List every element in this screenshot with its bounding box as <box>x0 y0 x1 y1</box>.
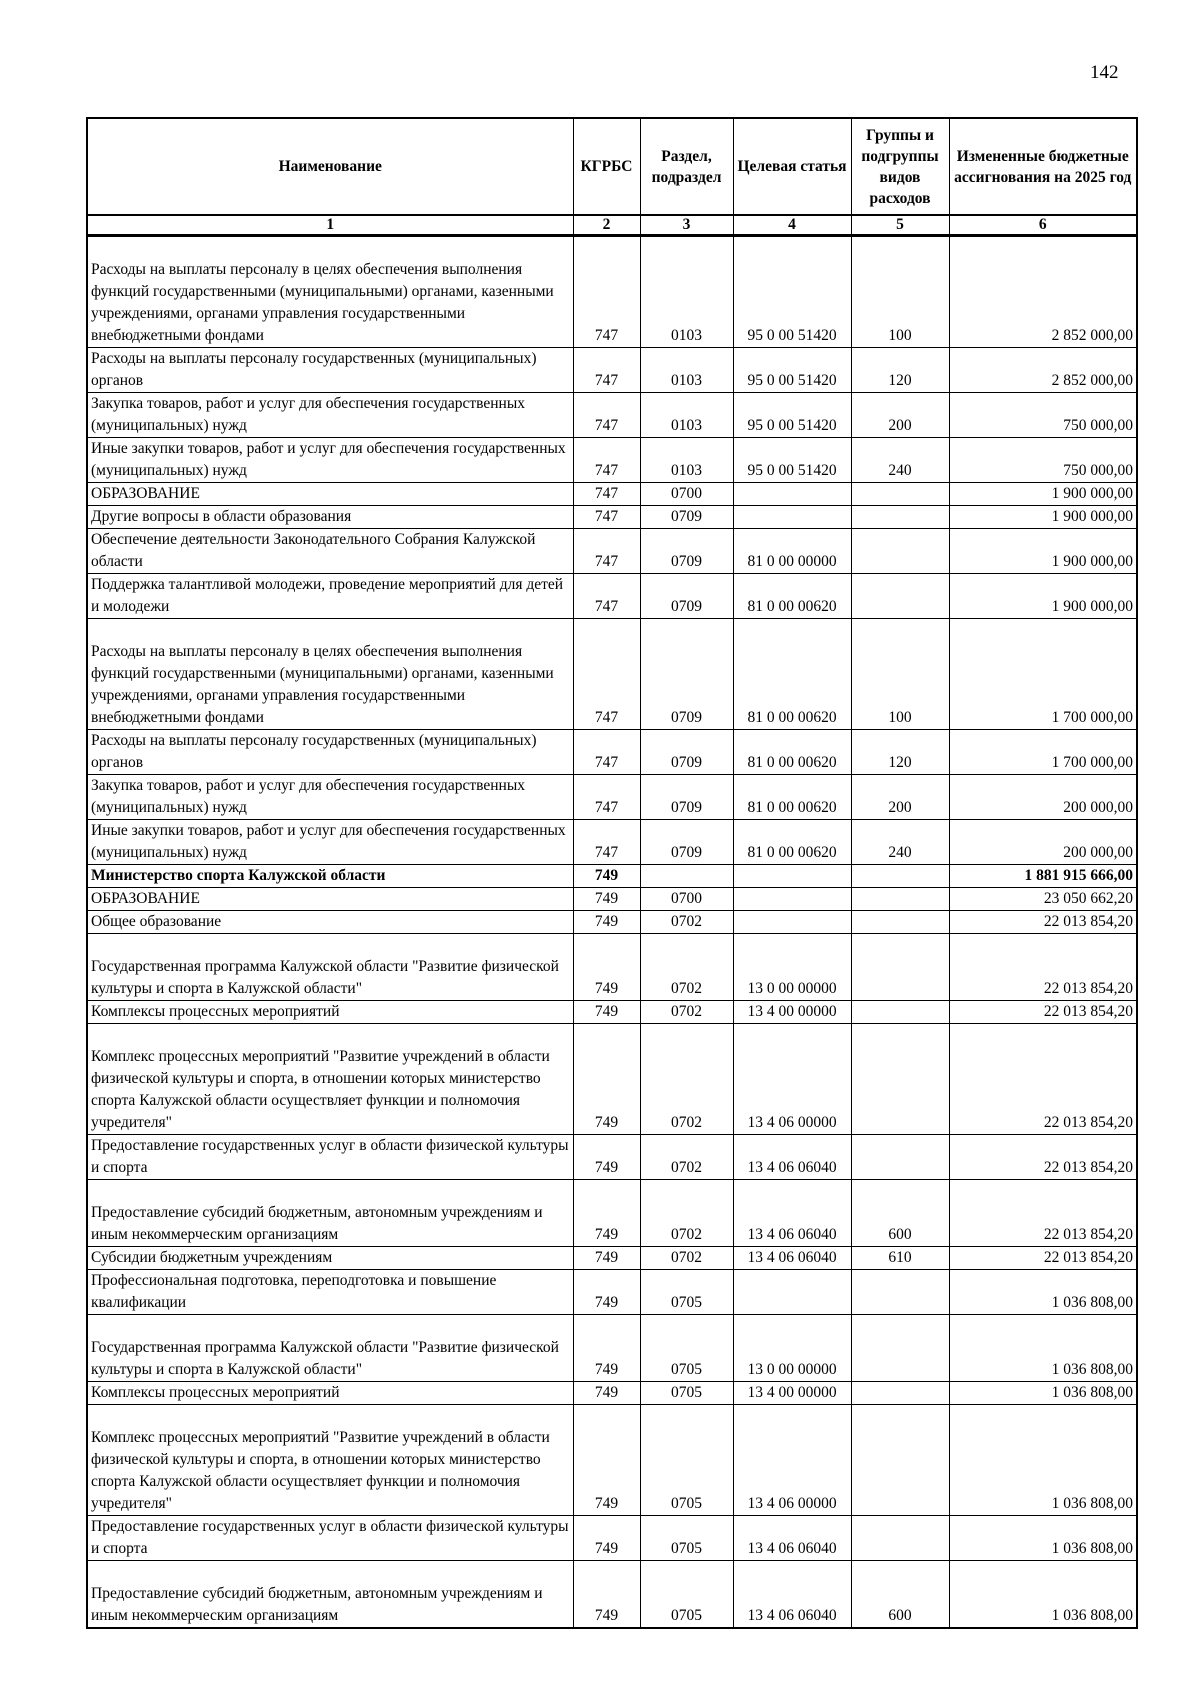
row-expense-group: 120 <box>851 730 949 775</box>
row-target-article <box>733 865 851 888</box>
row-name: Поддержка талантливой молодежи, проведение мероприятий для детей и молодежи <box>87 574 573 619</box>
row-kgrbs: 747 <box>573 574 640 619</box>
row-expense-group <box>851 1516 949 1561</box>
table-row <box>87 775 1137 820</box>
row-expense-group <box>851 888 949 911</box>
row-name: Комплекс процессных мероприятий "Развитие учреждений в области физической культуры и спорта, в отношении которых министерство спорта Калужской области осуществляет функции и полномочия учредителя" <box>87 1024 573 1135</box>
row-section: 0709 <box>640 574 733 619</box>
row-expense-group <box>851 1270 949 1315</box>
table-row <box>87 1024 1137 1135</box>
table-row <box>87 934 1137 1001</box>
row-target-article: 13 4 06 06040 <box>733 1561 851 1629</box>
table-row <box>87 574 1137 619</box>
row-section: 0705 <box>640 1270 733 1315</box>
row-name: Субсидии бюджетным учреждениям <box>87 1247 573 1270</box>
column-number: 1 <box>87 215 573 236</box>
row-kgrbs: 749 <box>573 1024 640 1135</box>
row-section: 0103 <box>640 438 733 483</box>
row-target-article: 13 4 00 00000 <box>733 1382 851 1405</box>
row-section: 0103 <box>640 393 733 438</box>
row-expense-group <box>851 529 949 574</box>
table-row <box>87 529 1137 574</box>
table-row <box>87 1135 1137 1180</box>
row-kgrbs: 747 <box>573 393 640 438</box>
table-row <box>87 348 1137 393</box>
row-name: Расходы на выплаты персоналу в целях обеспечения выполнения функций государственными (муниципальными) органами, казенными учреждениями, органами управления государственными внебюджетными фондами <box>87 236 573 348</box>
table-row <box>87 1382 1137 1405</box>
row-expense-group <box>851 1024 949 1135</box>
row-amount: 2 852 000,00 <box>949 348 1137 393</box>
row-kgrbs: 749 <box>573 1516 640 1561</box>
row-section: 0709 <box>640 820 733 865</box>
table-row <box>87 1270 1137 1315</box>
row-amount: 1 036 808,00 <box>949 1270 1137 1315</box>
row-expense-group <box>851 1405 949 1516</box>
row-expense-group: 610 <box>851 1247 949 1270</box>
row-target-article: 13 4 06 06040 <box>733 1135 851 1180</box>
row-expense-group: 240 <box>851 820 949 865</box>
row-amount: 22 013 854,20 <box>949 1180 1137 1247</box>
row-section: 0705 <box>640 1405 733 1516</box>
row-expense-group: 200 <box>851 775 949 820</box>
column-number-row <box>87 215 1137 236</box>
row-amount: 200 000,00 <box>949 775 1137 820</box>
row-target-article: 13 4 06 06040 <box>733 1180 851 1247</box>
table-row <box>87 888 1137 911</box>
row-kgrbs: 749 <box>573 888 640 911</box>
row-section: 0709 <box>640 506 733 529</box>
row-name: Комплексы процессных мероприятий <box>87 1382 573 1405</box>
row-section: 0702 <box>640 1180 733 1247</box>
row-name: ОБРАЗОВАНИЕ <box>87 483 573 506</box>
column-number: 3 <box>640 215 733 236</box>
row-target-article <box>733 506 851 529</box>
row-name: Закупка товаров, работ и услуг для обеспечения государственных (муниципальных) нужд <box>87 775 573 820</box>
table-row <box>87 865 1137 888</box>
table-row <box>87 236 1137 348</box>
row-expense-group <box>851 1001 949 1024</box>
row-section: 0702 <box>640 911 733 934</box>
row-amount: 22 013 854,20 <box>949 1247 1137 1270</box>
row-target-article <box>733 1270 851 1315</box>
row-kgrbs: 749 <box>573 1247 640 1270</box>
row-amount: 22 013 854,20 <box>949 1024 1137 1135</box>
row-name: Предоставление субсидий бюджетным, автономным учреждениям и иным некоммерческим организациям <box>87 1561 573 1629</box>
row-name: Комплекс процессных мероприятий "Развитие учреждений в области физической культуры и спорта, в отношении которых министерство спорта Калужской области осуществляет функции и полномочия учредителя" <box>87 1405 573 1516</box>
row-amount: 1 700 000,00 <box>949 730 1137 775</box>
row-name: Расходы на выплаты персоналу государственных (муниципальных) органов <box>87 348 573 393</box>
row-name: Предоставление государственных услуг в области физической культуры и спорта <box>87 1516 573 1561</box>
row-amount: 22 013 854,20 <box>949 1001 1137 1024</box>
table-row <box>87 1180 1137 1247</box>
row-target-article: 13 4 06 00000 <box>733 1405 851 1516</box>
row-section: 0702 <box>640 1135 733 1180</box>
row-amount: 1 900 000,00 <box>949 529 1137 574</box>
header-kgrbs: КГРБС <box>573 118 640 215</box>
row-name: Предоставление государственных услуг в области физической культуры и спорта <box>87 1135 573 1180</box>
row-amount: 1 036 808,00 <box>949 1516 1137 1561</box>
row-expense-group: 120 <box>851 348 949 393</box>
table-row <box>87 619 1137 730</box>
row-expense-group <box>851 934 949 1001</box>
row-kgrbs: 749 <box>573 1382 640 1405</box>
column-number: 5 <box>851 215 949 236</box>
row-kgrbs: 749 <box>573 865 640 888</box>
row-amount: 750 000,00 <box>949 393 1137 438</box>
table-row <box>87 506 1137 529</box>
row-kgrbs: 749 <box>573 911 640 934</box>
row-target-article: 81 0 00 00000 <box>733 529 851 574</box>
row-section: 0705 <box>640 1382 733 1405</box>
row-target-article <box>733 911 851 934</box>
row-kgrbs: 747 <box>573 348 640 393</box>
header-row <box>87 118 1137 215</box>
row-target-article: 81 0 00 00620 <box>733 820 851 865</box>
row-target-article: 95 0 00 51420 <box>733 438 851 483</box>
row-target-article: 13 4 06 00000 <box>733 1024 851 1135</box>
row-section: 0702 <box>640 1024 733 1135</box>
row-name: Профессиональная подготовка, переподготовка и повышение квалификации <box>87 1270 573 1315</box>
row-expense-group <box>851 1315 949 1382</box>
row-name: ОБРАЗОВАНИЕ <box>87 888 573 911</box>
row-expense-group: 600 <box>851 1561 949 1629</box>
row-name: Расходы на выплаты персоналу в целях обеспечения выполнения функций государственными (муниципальными) органами, казенными учреждениями, органами управления государственными внебюджетными фондами <box>87 619 573 730</box>
row-expense-group <box>851 574 949 619</box>
row-target-article: 95 0 00 51420 <box>733 393 851 438</box>
row-kgrbs: 749 <box>573 1561 640 1629</box>
row-amount: 22 013 854,20 <box>949 1135 1137 1180</box>
row-section: 0705 <box>640 1315 733 1382</box>
row-amount: 200 000,00 <box>949 820 1137 865</box>
row-name: Государственная программа Калужской области "Развитие физической культуры и спорта в Калужской области" <box>87 934 573 1001</box>
row-name: Закупка товаров, работ и услуг для обеспечения государственных (муниципальных) нужд <box>87 393 573 438</box>
header-target: Целевая статья <box>733 118 851 215</box>
row-section: 0702 <box>640 1247 733 1270</box>
row-amount: 1 036 808,00 <box>949 1405 1137 1516</box>
row-amount: 1 900 000,00 <box>949 574 1137 619</box>
row-target-article: 95 0 00 51420 <box>733 348 851 393</box>
row-amount: 23 050 662,20 <box>949 888 1137 911</box>
row-name: Расходы на выплаты персоналу государственных (муниципальных) органов <box>87 730 573 775</box>
row-name: Иные закупки товаров, работ и услуг для обеспечения государственных (муниципальных) нужд <box>87 820 573 865</box>
row-kgrbs: 749 <box>573 1001 640 1024</box>
row-expense-group: 200 <box>851 393 949 438</box>
table-row <box>87 1561 1137 1629</box>
table-row <box>87 911 1137 934</box>
row-amount: 1 036 808,00 <box>949 1382 1137 1405</box>
row-kgrbs: 749 <box>573 934 640 1001</box>
row-section <box>640 865 733 888</box>
row-kgrbs: 747 <box>573 619 640 730</box>
row-expense-group <box>851 506 949 529</box>
row-target-article: 81 0 00 00620 <box>733 730 851 775</box>
row-expense-group <box>851 865 949 888</box>
row-target-article: 13 4 06 06040 <box>733 1247 851 1270</box>
table-row <box>87 1405 1137 1516</box>
row-kgrbs: 747 <box>573 506 640 529</box>
row-kgrbs: 749 <box>573 1405 640 1516</box>
row-target-article: 81 0 00 00620 <box>733 619 851 730</box>
row-amount: 2 852 000,00 <box>949 236 1137 348</box>
row-name: Министерство спорта Калужской области <box>87 865 573 888</box>
row-amount: 22 013 854,20 <box>949 911 1137 934</box>
row-section: 0103 <box>640 236 733 348</box>
table-row <box>87 483 1137 506</box>
row-target-article: 13 0 00 00000 <box>733 934 851 1001</box>
row-target-article <box>733 888 851 911</box>
row-kgrbs: 747 <box>573 438 640 483</box>
row-amount: 1 881 915 666,00 <box>949 865 1137 888</box>
row-section: 0700 <box>640 888 733 911</box>
row-target-article: 95 0 00 51420 <box>733 236 851 348</box>
table-row <box>87 393 1137 438</box>
row-name: Общее образование <box>87 911 573 934</box>
row-kgrbs: 749 <box>573 1180 640 1247</box>
row-expense-group <box>851 1135 949 1180</box>
table-row <box>87 1001 1137 1024</box>
row-amount: 1 900 000,00 <box>949 483 1137 506</box>
column-number: 4 <box>733 215 851 236</box>
row-amount: 750 000,00 <box>949 438 1137 483</box>
row-section: 0709 <box>640 730 733 775</box>
row-kgrbs: 749 <box>573 1315 640 1382</box>
row-target-article: 13 4 00 00000 <box>733 1001 851 1024</box>
row-section: 0103 <box>640 348 733 393</box>
row-target-article <box>733 483 851 506</box>
row-target-article: 81 0 00 00620 <box>733 574 851 619</box>
row-target-article: 13 4 06 06040 <box>733 1516 851 1561</box>
row-expense-group <box>851 1382 949 1405</box>
header-section: Раздел, подраздел <box>640 118 733 215</box>
row-kgrbs: 747 <box>573 483 640 506</box>
column-number: 2 <box>573 215 640 236</box>
row-kgrbs: 747 <box>573 529 640 574</box>
row-kgrbs: 747 <box>573 730 640 775</box>
row-amount: 1 700 000,00 <box>949 619 1137 730</box>
table-row <box>87 1315 1137 1382</box>
row-target-article: 81 0 00 00620 <box>733 775 851 820</box>
row-name: Государственная программа Калужской области "Развитие физической культуры и спорта в Калужской области" <box>87 1315 573 1382</box>
row-amount: 1 036 808,00 <box>949 1315 1137 1382</box>
row-expense-group: 240 <box>851 438 949 483</box>
table-row <box>87 1516 1137 1561</box>
header-amount: Измененные бюджетные ассигнования на 2025 год <box>949 118 1137 215</box>
row-expense-group <box>851 911 949 934</box>
row-name: Предоставление субсидий бюджетным, автономным учреждениям и иным некоммерческим организациям <box>87 1180 573 1247</box>
row-section: 0709 <box>640 775 733 820</box>
row-kgrbs: 749 <box>573 1270 640 1315</box>
row-expense-group: 100 <box>851 619 949 730</box>
table-row <box>87 1247 1137 1270</box>
row-name: Комплексы процессных мероприятий <box>87 1001 573 1024</box>
row-target-article: 13 0 00 00000 <box>733 1315 851 1382</box>
table-row <box>87 438 1137 483</box>
row-amount: 1 900 000,00 <box>949 506 1137 529</box>
row-expense-group: 100 <box>851 236 949 348</box>
header-groups: Группы и подгруппы видов расходов <box>851 118 949 215</box>
row-name: Другие вопросы в области образования <box>87 506 573 529</box>
row-section: 0709 <box>640 619 733 730</box>
table-body <box>87 236 1137 1629</box>
table-row <box>87 730 1137 775</box>
row-amount: 1 036 808,00 <box>949 1561 1137 1629</box>
row-kgrbs: 747 <box>573 820 640 865</box>
row-amount: 22 013 854,20 <box>949 934 1137 1001</box>
row-name: Иные закупки товаров, работ и услуг для обеспечения государственных (муниципальных) нужд <box>87 438 573 483</box>
header-name: Наименование <box>87 118 573 215</box>
row-kgrbs: 747 <box>573 775 640 820</box>
budget-table <box>86 117 1138 1629</box>
row-section: 0705 <box>640 1561 733 1629</box>
page-number: 142 <box>1090 62 1119 83</box>
row-expense-group <box>851 483 949 506</box>
row-expense-group: 600 <box>851 1180 949 1247</box>
row-kgrbs: 749 <box>573 1135 640 1180</box>
row-kgrbs: 747 <box>573 236 640 348</box>
row-section: 0702 <box>640 1001 733 1024</box>
column-number: 6 <box>949 215 1137 236</box>
row-section: 0702 <box>640 934 733 1001</box>
row-section: 0709 <box>640 529 733 574</box>
table-row <box>87 820 1137 865</box>
row-section: 0705 <box>640 1516 733 1561</box>
row-name: Обеспечение деятельности Законодательного Собрания Калужской области <box>87 529 573 574</box>
row-section: 0700 <box>640 483 733 506</box>
